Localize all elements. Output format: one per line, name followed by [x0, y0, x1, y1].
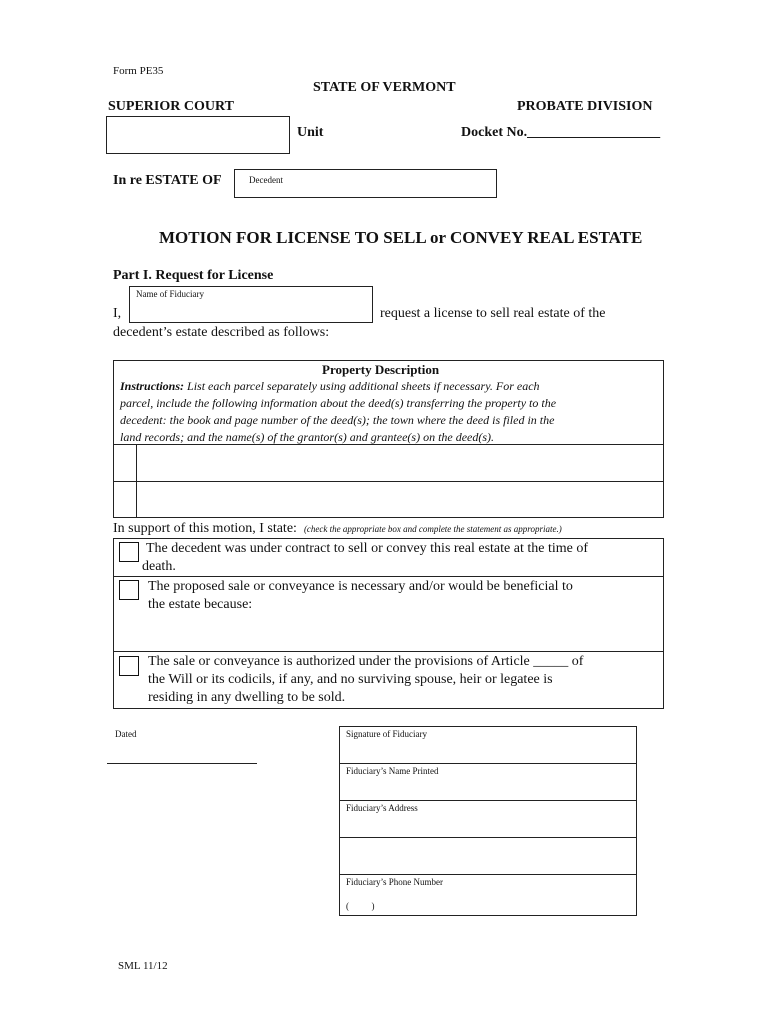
fiduciary-info-table	[339, 726, 637, 916]
option-1-line-2: death.	[142, 559, 176, 574]
instructions-line-1: Instructions: List each parcel separately using additional sheets if necessary. For each	[120, 379, 540, 393]
option-3-line-1: The sale or conveyance is authorized under the provisions of Article _____ of	[148, 654, 584, 669]
footer-code: SML 11/12	[118, 960, 168, 972]
estate-label: In re ESTATE OF	[113, 173, 222, 188]
option-1-line-1: The decedent was under contract to sell or convey this real estate at the time of	[146, 541, 588, 556]
page-title: MOTION FOR LICENSE TO SELL or CONVEY REAL ESTATE	[159, 228, 643, 247]
fiduciary-name-field[interactable]	[129, 286, 373, 323]
instructions-line-4: land records; and the name(s) of the grantor(s) and grantee(s) on the deed(s).	[120, 430, 495, 444]
signature-label: Signature of Fiduciary	[346, 729, 427, 739]
dated-label: Dated	[115, 729, 137, 739]
instructions-line-3: decedent: the book and page number of the deed(s); the town where the deed is filed in the	[120, 413, 555, 427]
part1-heading: Part I. Request for License	[113, 268, 274, 283]
decedent-field[interactable]	[234, 169, 497, 198]
option-1-checkbox[interactable]	[119, 542, 139, 562]
request-text: request a license to sell real estate of the	[380, 306, 606, 321]
unit-label: Unit	[297, 125, 324, 140]
division-name: PROBATE DIVISION	[517, 99, 653, 114]
unit-input[interactable]	[106, 116, 290, 154]
option-2-line-1: The proposed sale or conveyance is necessary and/or would be beneficial to	[148, 579, 573, 594]
option-3-line-2: the Will or its codicils, if any, and no surviving spouse, heir or legatee is	[148, 672, 553, 687]
court-name: SUPERIOR COURT	[108, 99, 234, 114]
option-3-line-3: residing in any dwelling to be sold.	[148, 690, 346, 705]
info-divider	[339, 837, 637, 838]
info-divider	[339, 800, 637, 801]
i-label: I,	[113, 306, 122, 321]
name-printed-label: Fiduciary’s Name Printed	[346, 766, 439, 776]
instructions-line-2: parcel, include the following information about the deed(s) transferring the property to the	[120, 396, 557, 410]
fiduciary-name-label: Name of Fiduciary	[136, 289, 204, 299]
property-heading: Property Description	[322, 362, 440, 377]
option-2-checkbox[interactable]	[119, 580, 139, 600]
option-3-checkbox[interactable]	[119, 656, 139, 676]
decedent-label: Decedent	[249, 175, 283, 185]
info-divider	[339, 763, 637, 764]
option-2-line-2: the estate because:	[148, 597, 253, 612]
phone-label: Fiduciary’s Phone Number	[346, 877, 443, 887]
parcel-row-1[interactable]	[137, 445, 663, 481]
dated-line[interactable]	[107, 763, 257, 764]
docket-label: Docket No.___________________	[461, 125, 661, 140]
instructions-label: Instructions:	[120, 379, 185, 393]
option-divider	[113, 651, 664, 652]
info-divider	[339, 874, 637, 875]
address-label: Fiduciary’s Address	[346, 803, 418, 813]
support-lead: In support of this motion, I state: (check the appropriate box and complete the statement as appropriate.)	[113, 521, 562, 536]
phone-format[interactable]: ( )	[346, 901, 375, 911]
request-continuation: decedent’s estate described as follows:	[113, 325, 330, 340]
option-divider	[113, 576, 664, 577]
support-hint: (check the appropriate box and complete the statement as appropriate.)	[303, 524, 562, 534]
state-title: STATE OF VERMONT	[313, 80, 456, 95]
parcel-row-2[interactable]	[137, 482, 663, 517]
form-number: Form PE35	[113, 65, 164, 77]
